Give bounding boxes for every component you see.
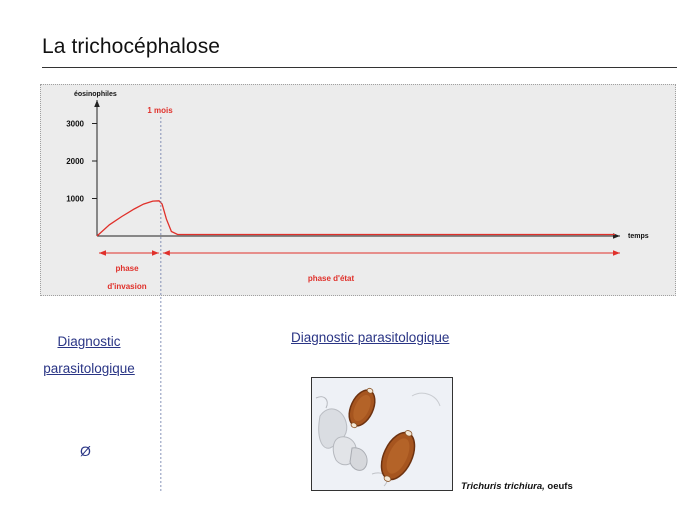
y-tick-label: 1000: [66, 194, 84, 204]
caption-species: Trichuris trichiura,: [461, 481, 545, 492]
left-diagnostic-line2: parasitologique: [43, 361, 135, 376]
photo-caption: [461, 481, 573, 492]
right-diagnostic-heading: Diagnostic parasitologique: [291, 330, 450, 345]
state-phase-label: phase d'état: [307, 274, 355, 283]
y-tick-label: 2000: [66, 157, 84, 166]
page-title: La trichocéphalose: [42, 35, 221, 58]
x-axis-label: temps: [628, 233, 649, 240]
trichuris-eggs-image: [312, 378, 453, 491]
trichuris-eggs-photo: [311, 377, 453, 491]
one-month-label: 1 mois: [147, 106, 173, 115]
caption-rest: oeufs: [544, 481, 573, 492]
empty-set-symbol: Ø: [80, 443, 91, 459]
y-tick-label: 3000: [66, 119, 84, 129]
invasion-phase-label-line2: d'invasion: [107, 282, 147, 291]
left-diagnostic-line1: Diagnostic: [57, 334, 121, 349]
y-axis-label: éosinophiles: [74, 91, 117, 98]
invasion-phase-label-line1: phase: [115, 264, 139, 273]
eosinophil-curve: [97, 201, 615, 236]
